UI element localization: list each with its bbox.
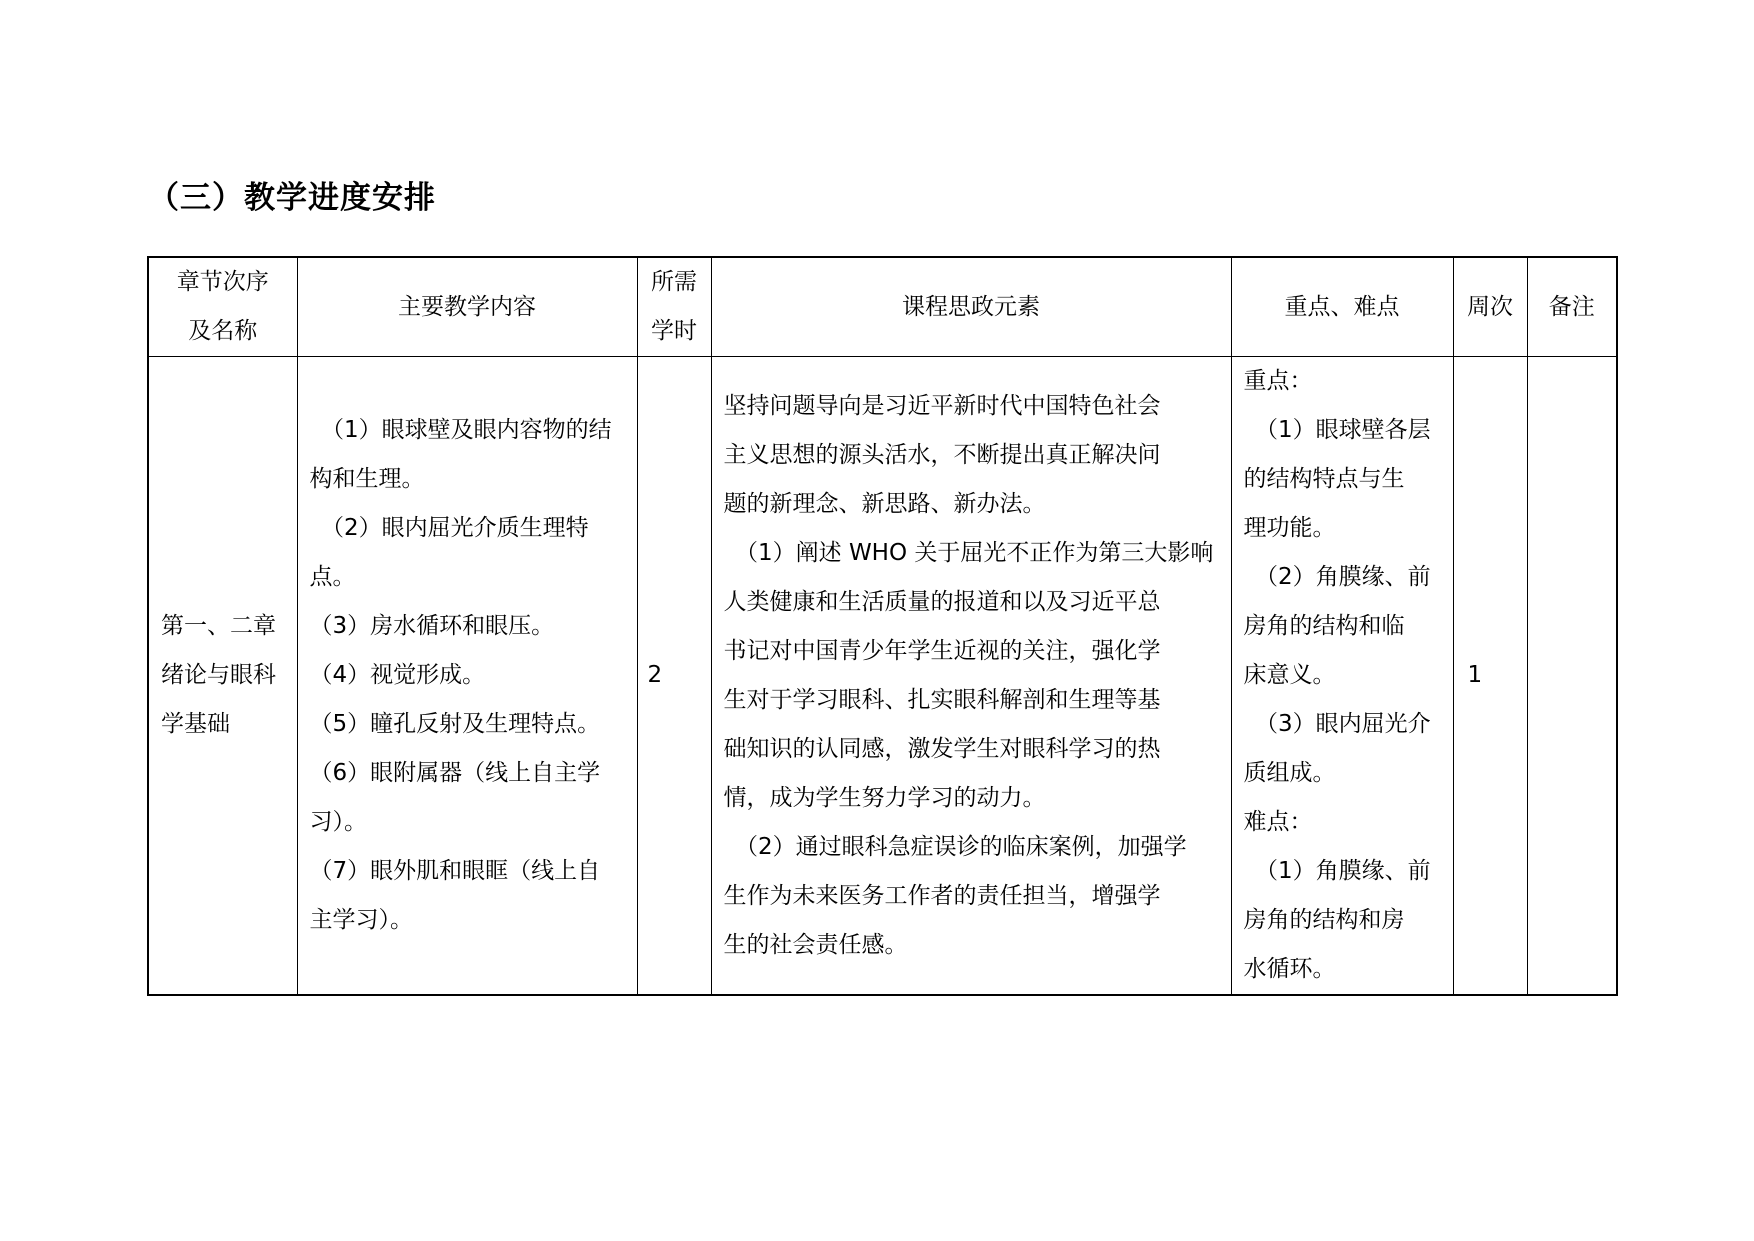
header-key-points: 重点、难点: [1231, 257, 1453, 357]
header-ideology: 课程思政元素: [711, 257, 1231, 357]
header-hours-line1: 所需: [651, 269, 697, 295]
key-point-line: 房角的结构和临: [1243, 613, 1405, 639]
header-content: 主要教学内容: [297, 257, 637, 357]
ideology-line: 坚持问题导向是习近平新时代中国特色社会: [723, 392, 1161, 419]
key-point-line: （2）角膜缘、前: [1255, 564, 1431, 590]
content-line: （2）眼内屈光介质生理特: [321, 515, 589, 541]
chapter-line: 学基础: [161, 711, 230, 737]
header-hours: [637, 257, 711, 357]
ideology-line: （1）阐述 WHO 关于屈光不正作为第三大影响: [735, 539, 1214, 566]
content-line: （6）眼附属器（线上自主学: [309, 760, 601, 786]
header-chapter-line2: 及名称: [188, 318, 258, 344]
section-title: （三）教学进度安排: [148, 180, 436, 216]
key-point-line: 房角的结构和房: [1243, 907, 1405, 933]
header-remarks: 备注: [1527, 257, 1617, 357]
ideology-line: 情，成为学生努力学习的动力。: [723, 784, 1046, 811]
header-chapter-line1: 章节次序: [176, 269, 269, 295]
key-point-line: 质组成。: [1243, 760, 1336, 786]
key-point-line: 重点：: [1243, 368, 1313, 394]
ideology-line: 础知识的认同感，激发学生对眼科学习的热: [723, 735, 1161, 762]
content-line: （4）视觉形成。: [309, 662, 486, 688]
cell-chapter: [148, 357, 297, 996]
ideology-line: 人类健康和生活质量的报道和以及习近平总: [723, 588, 1161, 615]
content-line: 构和生理。: [309, 466, 425, 492]
content-line: （3）房水循环和眼压。: [309, 613, 555, 639]
cell-remarks: [1527, 357, 1617, 996]
chapter-line: 第一、二章: [161, 613, 276, 639]
ideology-line: 生对于学习眼科、扎实眼科解剖和生理等基: [723, 686, 1161, 713]
ideology-line: 生的社会责任感。: [723, 931, 908, 958]
cell-content: [297, 357, 637, 996]
cell-hours: 2: [637, 357, 711, 996]
content-line: （5）瞳孔反射及生理特点。: [309, 711, 601, 737]
header-week: 周次: [1453, 257, 1527, 357]
content-line: 点。: [309, 564, 356, 590]
ideology-line: （2）通过眼科急症误诊的临床案例，加强学: [735, 833, 1187, 860]
teaching-schedule-table: [147, 256, 1618, 996]
content-line: 习）。: [309, 809, 367, 835]
key-point-line: 水循环。: [1243, 956, 1336, 982]
table-header-row: [148, 257, 1617, 357]
key-point-line: （1）角膜缘、前: [1255, 858, 1431, 884]
header-hours-line2: 学时: [651, 318, 697, 344]
key-point-line: 难点：: [1243, 809, 1313, 835]
ideology-line: 书记对中国青少年学生近视的关注，强化学: [723, 637, 1161, 664]
cell-ideology: [711, 357, 1231, 996]
key-point-line: （3）眼内屈光介: [1255, 711, 1431, 737]
content-line: （7）眼外肌和眼眶（线上自: [309, 858, 601, 884]
table-row: [148, 357, 1617, 996]
chapter-line: 绪论与眼科: [161, 662, 276, 688]
key-point-line: 床意义。: [1243, 662, 1336, 688]
cell-key-points: [1231, 357, 1453, 996]
cell-week: 1: [1453, 357, 1527, 996]
key-point-line: 理功能。: [1243, 515, 1336, 541]
ideology-line: 主义思想的源头活水，不断提出真正解决问: [723, 441, 1161, 468]
content-line: （1）眼球壁及眼内容物的结: [321, 417, 612, 443]
ideology-line: 生作为未来医务工作者的责任担当，增强学: [723, 882, 1161, 909]
header-chapter: [148, 257, 297, 357]
ideology-line: 题的新理念、新思路、新办法。: [723, 490, 1046, 517]
key-point-line: 的结构特点与生: [1243, 466, 1405, 492]
key-point-line: （1）眼球壁各层: [1255, 417, 1431, 443]
content-line: 主学习）。: [309, 907, 413, 933]
